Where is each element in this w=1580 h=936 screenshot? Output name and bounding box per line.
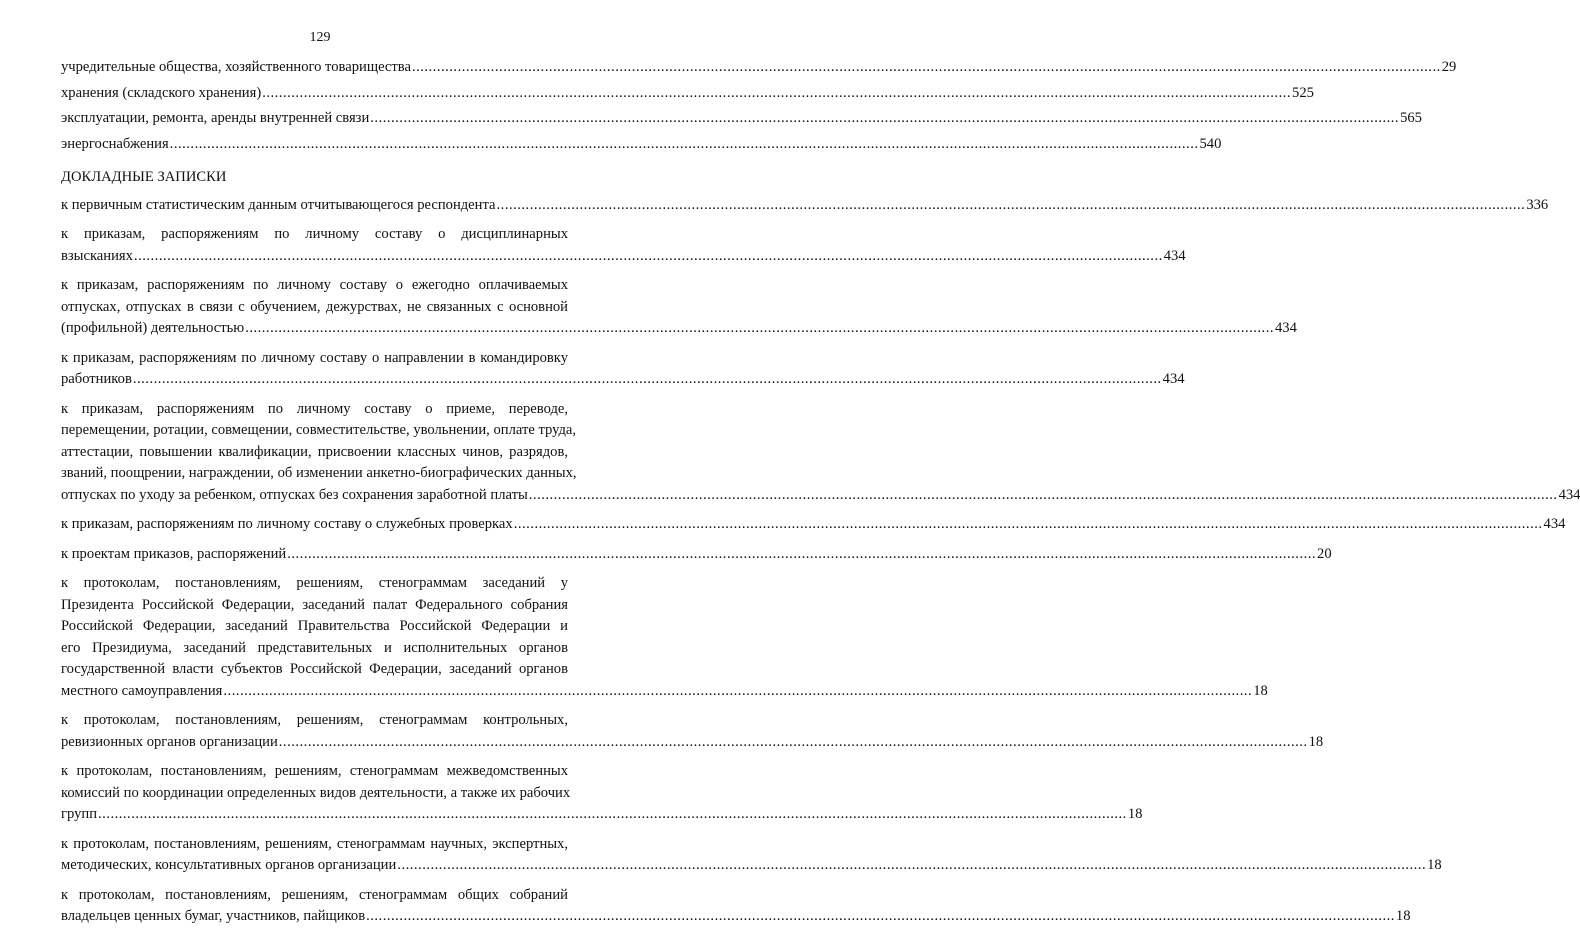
dot-leader: ........................................................................................................................................................................................................................................................ [528,486,1558,503]
entry-text: хранения (складского хранения) [61,84,262,101]
index-entry [61,134,1222,156]
index-entry [61,544,1332,566]
index-entry [61,275,1297,340]
entry-page-number: 29 [1441,59,1457,75]
dot-leader: ........................................................................................................................................................................................................................................................ [397,857,1427,873]
entry-last-line [61,57,1457,79]
index-entry [61,885,1411,928]
dot-leader: ........................................................................................................................................................................................................................................................ [98,806,1127,822]
entry-page-number: 525 [1292,84,1314,101]
index-content [61,57,1580,936]
dot-leader: ........................................................................................................................................................................................................................................................ [169,135,1199,152]
entry-text: энергоснабжения [61,135,169,152]
entry-line: к приказам, распоряжениям по личному составу о дисциплинарных [61,226,568,242]
entry-line: к протоколам, постановлениям, решениям, стенограммам научных, экспертных, [61,835,568,852]
dot-leader: ........................................................................................................................................................................................................................................................ [133,247,1163,264]
entry-line: государственной власти субъектов Российской Федерации, заседаний органов [61,661,568,677]
entry-page-number: 18 [1427,857,1442,873]
entry-page-number: 434 [1163,247,1186,264]
dot-leader: ........................................................................................................................................................................................................................................................ [513,516,1543,532]
top-entries [61,57,1457,155]
dot-leader: ........................................................................................................................................................................................................................................................ [287,545,1317,562]
entry-last-line [61,514,1566,536]
entry-last-line [61,855,1442,877]
entry-line: к приказам, распоряжениям по личному составу о ежегодно оплачиваемых [61,277,568,293]
entry-text: ревизионных органов организации [61,733,278,750]
entry-line: званий, поощрении, награждении, об изменении анкетно-биографических данных, [61,465,577,481]
entry-page-number: 434 [1543,516,1566,532]
entry-line: его Президиума, заседаний представительных и исполнительных органов [61,639,568,656]
dot-leader: ........................................................................................................................................................................................................................................................ [262,84,1292,101]
entry-line: к протоколам, постановлениям, решениям, стенограммам заседаний у [61,575,568,591]
dot-leader: ........................................................................................................................................................................................................................................................ [223,682,1253,699]
entry-page-number: 565 [1400,110,1422,126]
entry-last-line [61,108,1422,130]
entry-page-number: 18 [1127,806,1143,822]
entry-text: отпусках по уходу за ребенком, отпусках без сохранения заработной платы [61,486,528,503]
entry-last-line [61,804,1143,826]
entry-last-line [61,369,1185,391]
entry-last-line [61,83,1314,105]
entry-line: к приказам, распоряжениям по личному составу о приеме, переводе, [61,400,568,417]
dot-leader: ........................................................................................................................................................................................................................................................ [366,908,1395,924]
entry-line: перемещении, ротации, совмещении, совместительстве, увольнении, оплате труда, [61,422,577,438]
entry-page-number: 18 [1395,908,1411,924]
index-entry [61,195,1549,217]
index-entry [61,57,1457,79]
entry-line: к протоколам, постановлениям, решениям, стенограммам общих собраний [61,886,568,903]
entry-line: аттестации, повышении квалификации, присвоении классных чинов, разрядов, [61,443,568,460]
entry-text: к приказам, распоряжениям по личному составу о служебных проверках [61,516,513,532]
entry-line: Российской Федерации, заседаний Правительства Российской Федерации и [61,618,568,634]
entry-page-number: 434 [1162,371,1185,387]
entry-text: методических, консультативных органов организации [61,857,397,873]
entry-last-line [61,544,1332,566]
entry-text: к первичным статистическим данным отчитывающегося респондента [61,196,496,213]
entry-line: к протоколам, постановлениям, решениям, стенограммам межведомственных [61,763,568,779]
entry-line: отпусках, отпусках в связи с обучением, дежурствах, не связанных с основной [61,298,568,315]
index-entry [61,348,1185,391]
index-entry [61,399,1580,507]
entry-page-number: 18 [1253,682,1268,699]
entry-page-number: 434 [1275,320,1297,336]
entry-page-number: 20 [1317,545,1332,562]
entry-last-line [61,681,1268,703]
index-entry [61,108,1422,130]
entry-page-number: 540 [1199,135,1222,152]
entry-last-line [61,485,1580,507]
entry-text: к проектам приказов, распоряжений [61,545,287,562]
index-entry [61,224,1186,267]
dot-leader: ........................................................................................................................................................................................................................................................ [278,733,1308,750]
entry-last-line [61,318,1297,340]
index-entry [61,514,1566,536]
entry-line: к приказам, распоряжениям по личному составу о направлении в командировку [61,349,568,366]
entry-page-number: 434 [1558,486,1580,503]
entry-text: учредительные общества, хозяйственного товарищества [61,59,411,75]
dot-leader: ........................................................................................................................................................................................................................................................ [245,320,1274,336]
entry-line: к протоколам, постановлениям, решениям, стенограммам контрольных, [61,712,568,728]
entry-last-line [61,906,1411,928]
entry-text: владельцев ценных бумаг, участников, пайщиков [61,908,366,924]
index-entry [61,761,1143,826]
entry-page-number: 18 [1308,733,1324,750]
entry-last-line [61,732,1324,754]
entry-last-line [61,195,1549,217]
index-entry [61,710,1324,753]
section-heading: ДОКЛАДНЫЕ ЗАПИСКИ [61,169,227,185]
entry-last-line [61,246,1186,268]
page-number: 129 [309,30,331,45]
entry-text: (профильной) деятельностью [61,320,245,336]
entry-page-number: 336 [1526,196,1549,213]
entry-last-line [61,134,1222,156]
index-entry [61,573,1268,702]
entry-line: Президента Российской Федерации, заседаний палат Федерального собрания [61,596,568,613]
entry-text: групп [61,806,98,822]
section-entries [61,195,1580,928]
entry-text: эксплуатации, ремонта, аренды внутренней связи [61,110,370,126]
dot-leader: ........................................................................................................................................................................................................................................................ [370,110,1400,126]
index-entry [61,834,1442,877]
index-entry [61,83,1314,105]
entry-text: работников [61,371,132,387]
dot-leader: ........................................................................................................................................................................................................................................................ [132,371,1162,387]
entry-line: комиссий по координации определенных видов деятельности, а также их рабочих [61,784,571,801]
entry-text: местного самоуправления [61,682,223,699]
dot-leader: ........................................................................................................................................................................................................................................................ [496,196,1526,213]
dot-leader: ........................................................................................................................................................................................................................................................ [411,59,1441,75]
entry-text: взысканиях [61,247,133,264]
